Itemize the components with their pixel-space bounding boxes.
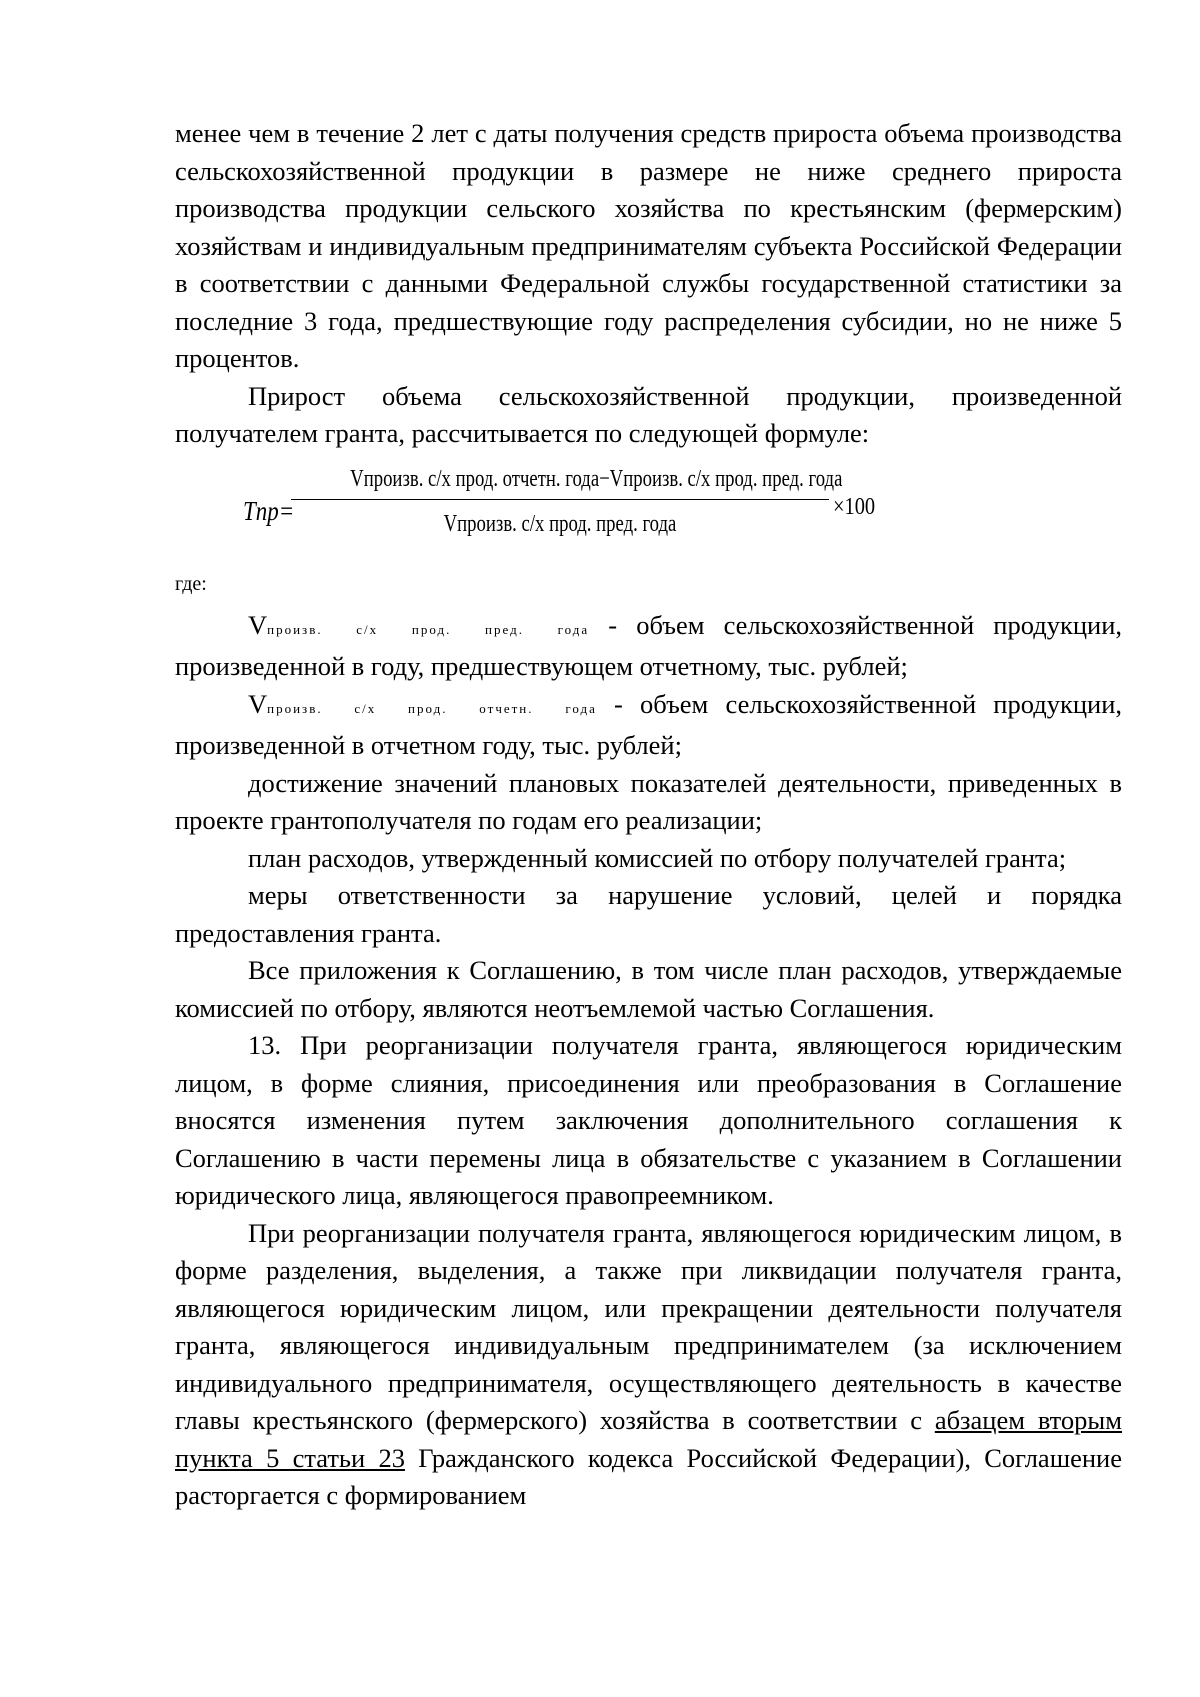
formula-denominator: Vпроизв. с/х прод. пред. года — [443, 510, 677, 537]
definition-report-year — [175, 686, 1122, 765]
formula-multiplier: ×100 — [833, 493, 876, 520]
growth-formula — [175, 461, 1122, 561]
formula-numerator: Vпроизв. с/х прод. отчетн. года−Vпроизв. с/х прод. пред. года — [350, 465, 843, 492]
definition-text: - объем сельскохозяйственной продукции, произведенной в году, предшествующем отчетному, тыс. рублей; — [175, 609, 1122, 681]
formula-fraction — [291, 461, 843, 542]
definition-prev-year — [175, 607, 1122, 686]
paragraph-text: Гражданского кодекса Российской Федерации), Соглашение расторгается с формированием — [175, 1442, 1122, 1510]
formula-lhs: Tпр= — [243, 495, 295, 526]
fraction-bar — [291, 499, 829, 500]
paragraph-indicators: достижение значений плановых показателей деятельности, приведенных в проекте грантополучателя по годам его реализации; — [175, 767, 1122, 835]
var-v: V — [248, 609, 268, 640]
document-body — [175, 115, 1122, 1515]
paragraph-growth-intro: Прирост объема сельскохозяйственной продукции, произведенной получателем гранта, рассчитывается по следующей формуле: — [175, 380, 1122, 448]
paragraph-13: 13. При реорганизации получателя гранта, являющегося юридическим лицом, в форме слияния, присоединения или преобразования в Соглашение вносятся изменения путем заключения дополнительного соглашения к Соглашению в части перемены лица в обязательстве с указанием в Соглашении юридического лица, являющегося правопреемником. — [175, 1030, 1122, 1210]
paragraph-responsibility: меры ответственности за нарушение условий, целей и порядка предоставления гранта. — [175, 880, 1122, 948]
where-label: где: — [175, 572, 207, 595]
var-subscript: произв. с/х прод. отчетн. года — [267, 700, 597, 716]
paragraph-1: менее чем в течение 2 лет с даты получения средств прироста объема производства сельскохозяйственной продукции в размере не ниже среднего прироста производства продукции сельского хозяйства по крестьянским (фермерским) хозяйствам и индивидуальным предпринимателям субъекта Российской Федерации в соответствии с данными Федеральной службы государственной статистики за последние 3 года, предшествующие году распределения субсидии, но не ниже 5 процентов. — [175, 118, 1122, 373]
paragraph-reorganization — [175, 1215, 1122, 1515]
paragraph-expense-plan: план расходов, утвержденный комиссией по отбору получателей гранта; — [248, 842, 1067, 873]
civil-code-link[interactable]: абзацем вторым пункта 5 статьи 23 — [175, 1405, 1122, 1473]
var-v: V — [248, 688, 268, 719]
definition-text: - объем сельскохозяйственной продукции, произведенной в отчетном году, тыс. рублей; — [175, 688, 1122, 760]
var-subscript: произв. с/х прод. пред. года — [267, 621, 590, 637]
paragraph-text: При реорганизации получателя гранта, являющегося юридическим лицом, в форме разделения, выделения, а также при ликвидации получателя гранта, являющегося юридическим лицом, или прекращении деятельности получателя гранта, являющегося индивидуальным предпринимателем (за исключением индивидуального предпринимателя, осуществляющего деятельность в качестве главы крестьянского (фермерского) хозяйства в соответствии с — [175, 1217, 1122, 1435]
paragraph-appendices: Все приложения к Соглашению, в том числе план расходов, утверждаемые комиссией по отбору, являются неотъемлемой частью Соглашения. — [175, 955, 1122, 1023]
